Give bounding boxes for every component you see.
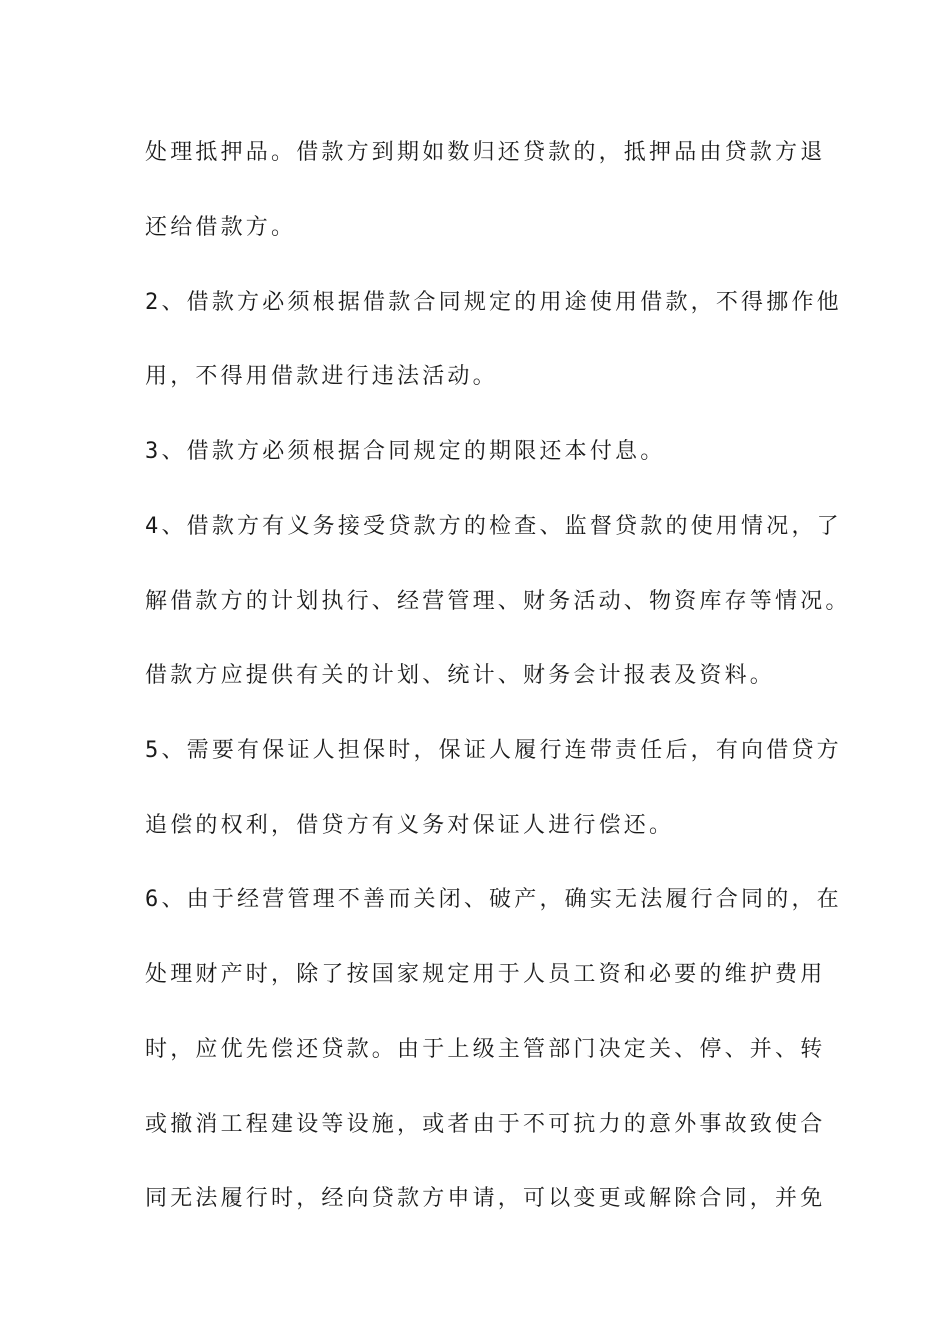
body-text-line: 3、借款方必须根据合同规定的期限还本付息。: [145, 439, 666, 464]
body-text-line: 2、借款方必须根据借款合同规定的用途使用借款，不得挪作他: [145, 290, 842, 315]
body-text-line: 或撤消工程建设等设施，或者由于不可抗力的意外事故致使合: [145, 1112, 826, 1137]
body-text-line: 追偿的权利，借贷方有义务对保证人进行偿还。: [145, 813, 675, 838]
body-text-line: 还给借款方。: [145, 215, 297, 240]
body-text-line: 同无法履行时，经向贷款方申请，可以变更或解除合同，并免: [145, 1186, 826, 1211]
body-text-line: 处理财产时，除了按国家规定用于人员工资和必要的维护费用: [145, 962, 826, 987]
body-text-line: 5、需要有保证人担保时，保证人履行连带责任后，有向借贷方: [145, 738, 842, 763]
body-text-line: 解借款方的计划执行、经营管理、财务活动、物资库存等情况。: [145, 589, 851, 614]
body-text-line: 4、借款方有义务接受贷款方的检查、监督贷款的使用情况，了: [145, 514, 842, 539]
body-text-line: 用，不得用借款进行违法活动。: [145, 364, 498, 389]
body-text-line: 借款方应提供有关的计划、统计、财务会计报表及资料。: [145, 663, 776, 688]
body-text-line: 时，应优先偿还贷款。由于上级主管部门决定关、停、并、转: [145, 1037, 826, 1062]
body-text-line: 6、由于经营管理不善而关闭、破产，确实无法履行合同的，在: [145, 887, 842, 912]
body-text-line: 处理抵押品。借款方到期如数归还贷款的，抵押品由贷款方退: [145, 140, 826, 165]
